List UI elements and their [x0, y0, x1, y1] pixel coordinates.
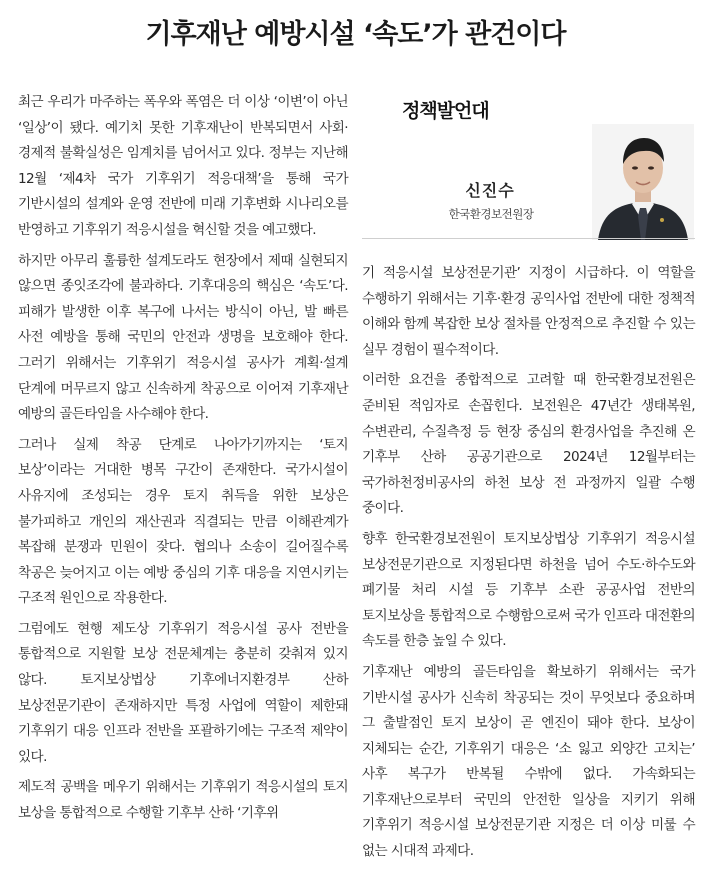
article-paragraph: 최근 우리가 마주하는 폭우와 폭염은 더 이상 ‘이변’이 아닌 ‘일상’이 됐다. 예기치 못한 기후재난이 반복되면서 사회·경제적 불확실성은 임계치를 넘어서고 있다. 정부는 지난해 12월 ‘제4차 국가 기후위기 적응대책’을 통해 국가 기반시설의 설계와 운영 전반에 미래 기후변화 시나리오를 반영하고 기후위기 적응시설을 혁신할 것을 예고했다.: [18, 94, 348, 238]
article-column-right: [362, 261, 695, 870]
article-paragraph: 기후재난 예방의 골든타임을 확보하기 위해서는 국가 기반시설 공사가 신속히 착공되는 것이 무엇보다 중요하며 그 출발점인 토지 보상이 곧 엔진이 돼야 한다. 보상이 지체되는 순간, 기후위기 대응은 ‘소 잃고 외양간 고치는’ 사후 복구가 반복될 수밖에 없다. 가속화되는 기후재난으로부터 국민의 안전한 일상을 지키기 위해 기후위기 적응시설 보상전문기관 지정은 더 이상 미룰 수 없는 시대적 과제다.: [362, 663, 695, 860]
article-paragraph: 향후 한국환경보전원이 토지보상법상 기후위기 적응시설 보상전문기관으로 지정된다면 하천을 넘어 수도·하수도와 폐기물 처리 시설 등 기후부 소관 공공사업 전반의 토지보상을 통합적으로 수행함으로써 국가 인프라 대전환의 속도를 한층 높일 수 있다.: [362, 530, 695, 650]
article-paragraph: 제도적 공백을 메우기 위해서는 기후위기 적응시설의 토지 보상을 통합적으로 수행할 기후부 산하 ‘기후위: [18, 779, 348, 822]
article-paragraph: 그러나 실제 착공 단계로 나아가기까지는 ‘토지 보상’이라는 거대한 병목 구간이 존재한다. 국가시설이 사유지에 조성되는 경우 토지 취득을 위한 보상은 불가피하고 개인의 재산권과 직결되는 만큼 이해관계가 복잡해 분쟁과 민원이 잦다. 협의나 소송이 길어질수록 착공은 늦어지고 이는 예방 중심의 기후 대응을 지연시키는 구조적 원인으로 작용한다.: [18, 436, 348, 607]
author-box: [362, 88, 695, 238]
article-column-left: [18, 90, 348, 827]
article-paragraph: 이러한 요건을 종합적으로 고려할 때 한국환경보전원은 준비된 적임자로 손꼽힌다. 보전원은 47년간 생태복원, 수변관리, 수질측정 등 현장 중심의 환경사업을 추진해 온 기후부 산하 공공기관으로 2024년 12월부터는 국가하천정비공사의 하천 보상 전 과정까지 일괄 수행 중이다.: [362, 372, 695, 517]
article-headline: 기후재난 예방시설 ‘속도’가 관건이다: [145, 19, 566, 50]
author-name: 신진수: [465, 181, 515, 200]
column-rubric: 정책발언대: [402, 100, 489, 122]
article-paragraph: 하지만 아무리 훌륭한 설계도라도 현장에서 제때 실현되지 않으면 종잇조각에 불과하다. 기후대응의 핵심은 ‘속도’다. 피해가 발생한 이후 복구에 나서는 방식이 아닌, 발 빠른 사전 예방을 통해 국민의 안전과 생명을 보호해야 한다. 그러기 위해서는 기후위기 적응시설 공사가 계획·설계 단계에 머무르지 않고 신속하게 착공으로 이어져 기후재난 예방의 골든타임을 사수해야 한다.: [18, 252, 348, 423]
author-divider: [362, 238, 695, 239]
article-paragraph: 기 적응시설 보상전문기관’ 지정이 시급하다. 이 역할을 수행하기 위해서는 기후·환경 공익사업 전반에 대한 정책적 이해와 함께 복잡한 보상 절차를 안정적으로 추진할 수 있는 실무 경험이 필수적이다.: [362, 265, 695, 358]
article-paragraph: 그럼에도 현행 제도상 기후위기 적응시설 공사 전반을 통합적으로 지원할 보상 전문체계는 충분히 갖춰져 있지 않다. 토지보상법상 기후에너지환경부 산하 보상전문기관이 존재하지만 특정 사업에 역할이 제한돼 기후위기 대응 인프라 전반을 포괄하기에는 구조적 제약이 있다.: [18, 620, 348, 765]
author-organization: 한국환경보전원장: [448, 207, 534, 221]
author-portrait: [592, 124, 694, 240]
